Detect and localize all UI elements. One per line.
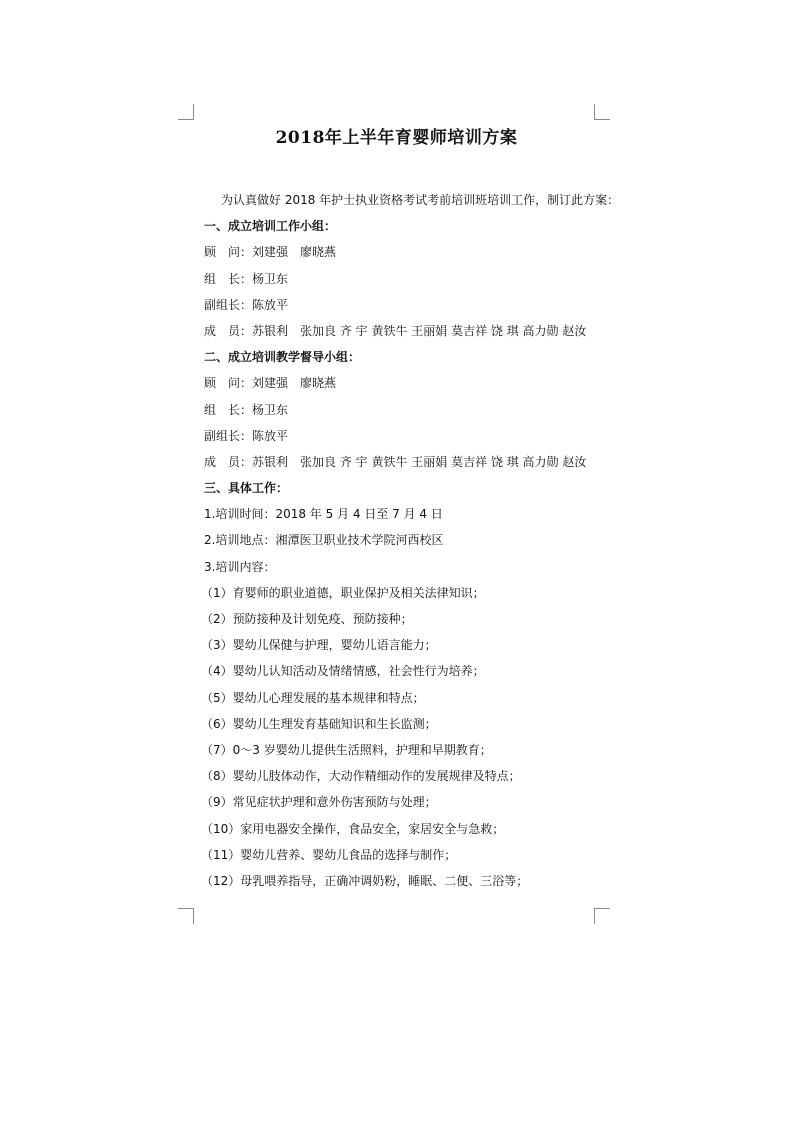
content-item: （9）常见症状护理和意外伤害预防与处理；	[201, 795, 437, 810]
content-item: （7）0～3 岁婴幼儿提供生活照料，护理和早期教育；	[201, 742, 492, 757]
intro-paragraph: 为认真做好 2018 年护士执业资格考试考前培训班培训工作，制订此方案：	[221, 193, 620, 207]
work-group-leader: 组 长：杨卫东	[204, 271, 289, 286]
content-item: （4）婴幼儿认知活动及情绪情感，社会性行为培养；	[201, 664, 485, 679]
supervision-group-adviser: 顾 问：刘建强 廖晓燕	[204, 376, 337, 391]
document-body	[201, 190, 620, 897]
work-group-members: 成 员：苏银利 张加良 齐 宇 黄铁牛 王丽娟 莫吉祥 饶 琪 高力勋 赵汝	[204, 323, 587, 338]
section-heading-specific-work: 三、具体工作：	[204, 481, 289, 496]
crop-mark-bottom-left	[178, 908, 194, 924]
crop-mark-top-right	[594, 104, 610, 120]
work-group-adviser: 顾 问：刘建强 廖晓燕	[204, 245, 337, 260]
document-title: 2018年上半年育婴师培训方案	[275, 128, 518, 148]
section-heading-supervision-group: 二、成立培训教学督导小组：	[204, 350, 361, 365]
training-content-label: 3.培训内容：	[204, 559, 276, 574]
content-item: （2）预防接种及计划免疫、预防接种；	[201, 612, 413, 626]
content-item: （3）婴幼儿保健与护理，婴幼儿语言能力；	[201, 638, 437, 653]
work-group-deputy: 副组长：陈放平	[204, 297, 289, 312]
content-item: （6）婴幼儿生理发育基础知识和生长监测；	[201, 716, 437, 731]
content-item: （5）婴幼儿心理发展的基本规律和特点；	[201, 690, 425, 705]
crop-mark-top-left	[178, 104, 194, 120]
supervision-group-leader: 组 长：杨卫东	[204, 402, 289, 417]
section-heading-work-group: 一、成立培训工作小组：	[204, 219, 337, 234]
supervision-group-deputy: 副组长：陈放平	[204, 428, 289, 443]
content-item: （12）母乳喂养指导，正确冲调奶粉，睡眠、二便、三浴等；	[201, 873, 529, 888]
training-place: 2.培训地点：湘潭医卫职业技术学院河西校区	[204, 533, 444, 548]
crop-mark-bottom-right	[594, 908, 610, 924]
supervision-group-members: 成 员：苏银利 张加良 齐 宇 黄铁牛 王丽娟 莫吉祥 饶 琪 高力勋 赵汝	[204, 454, 587, 469]
content-item: （11）婴幼儿营养、婴幼儿食品的选择与制作；	[201, 847, 457, 862]
content-item: （1）育婴师的职业道德，职业保护及相关法律知识；	[201, 585, 485, 600]
content-item: （10）家用电器安全操作，食品安全，家居安全与急救；	[201, 821, 505, 836]
content-item: （8）婴幼儿肢体动作，大动作精细动作的发展规律及特点；	[201, 769, 521, 784]
training-time: 1.培训时间：2018 年 5 月 4 日至 7 月 4 日	[204, 507, 443, 522]
